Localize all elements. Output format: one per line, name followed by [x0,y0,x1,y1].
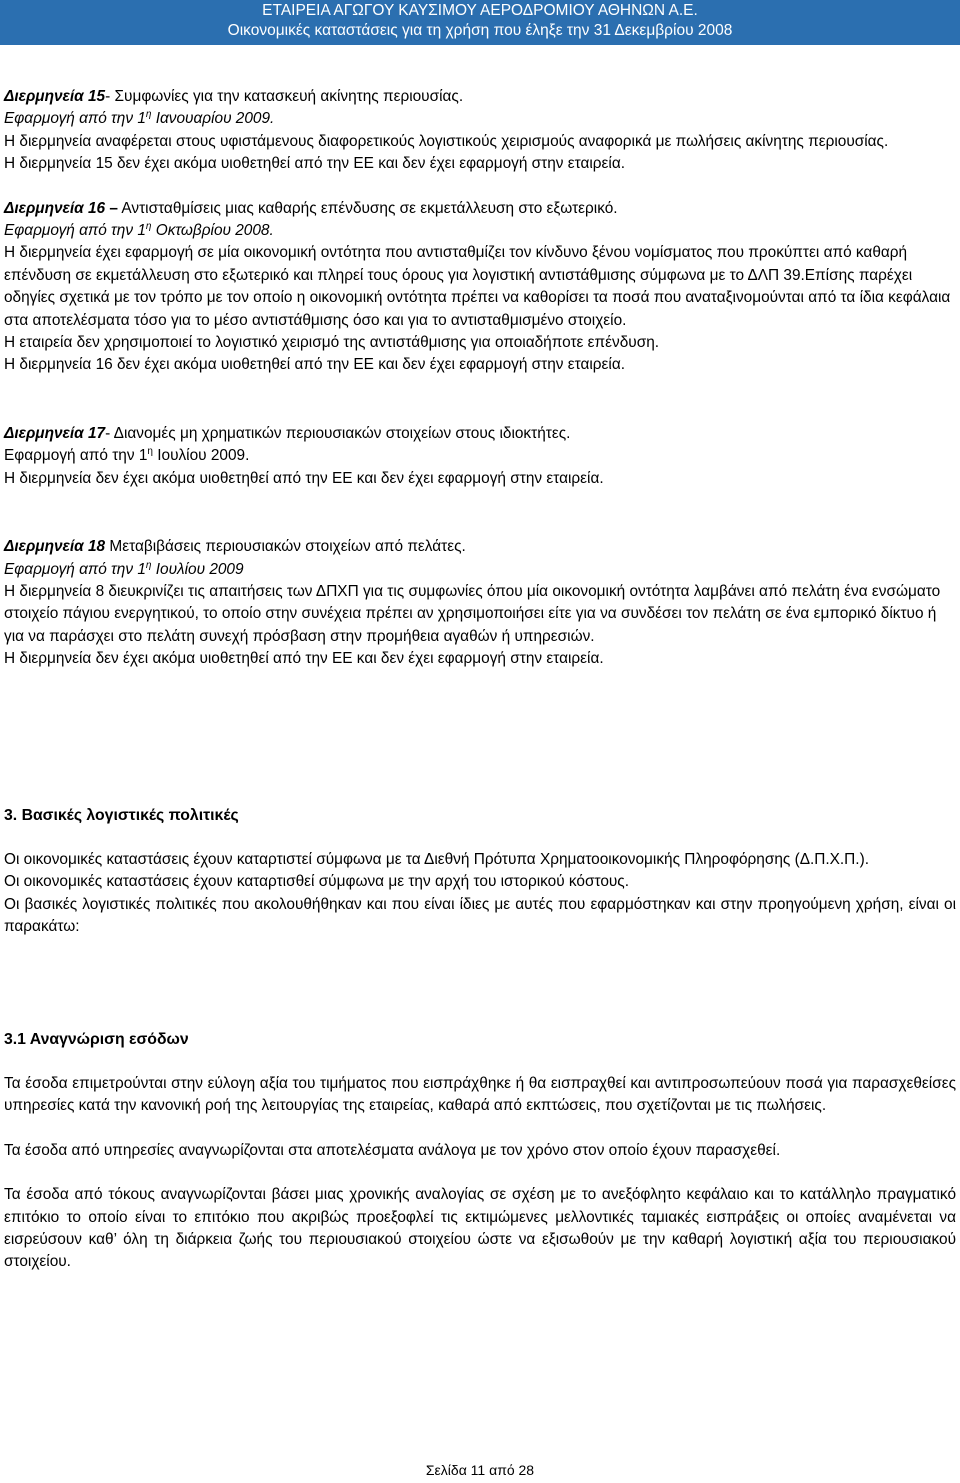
interpretation-16-effective-date: Εφαρμογή από την $1^\eta$ Οκτωβρίου 2008. [4,221,274,240]
section-3-historical-cost: Οι οικονομικές καταστάσεις έχουν καταρτισθεί σύμφωνα με την αρχή του ιστορικού κόστους. [4,873,630,891]
interpretation-15-description: Η διερμηνεία αναφέρεται στους υφιστάμενους διαφορετικούς λογιστικούς χειρισμούς αναφορικά με πωλήσεις ακίνητης περιουσίας. [4,132,889,150]
section-3-1-revenue-recognition [4,1029,956,1274]
section-3-heading: 3. Βασικές λογιστικές πολιτικές [4,806,239,824]
interpretation-16-status: Η διερμηνεία 16 δεν έχει ακόμα υιοθετηθεί από την ΕΕ και δεν έχει εφαρμογή στην εταιρεία. [4,356,626,374]
interpretation-15 [4,86,956,176]
service-revenue: Τα έσοδα από υπηρεσίες αναγνωρίζονται στα αποτελέσματα ανάλογα με τον χρόνο στον οποίο έχουν παρασχεθεί. [4,1141,781,1159]
section-3-accounting-policies [4,805,956,939]
section-3-policies-intro: Οι βασικές λογιστικές πολιτικές που ακολουθήθηκαν και που είναι ίδιες με αυτές που εφαρμόστηκαν και στην προηγούμενη χρήση, είναι οι παρακάτω: [4,895,956,936]
page-number: Σελίδα 11 από 28 [425,1462,535,1478]
interest-revenue: Τα έσοδα από τόκους αναγνωρίζονται βάσει μιας χρονικής αναλογίας σε σχέση με το ανεξόφλητο κεφάλαιο και το κατάλληλο πραγματικό επιτόκιο το οποίο είναι το επιτόκιο που ακριβώς προεξοφλεί τις εκτιμώμενες μελλοντικές ταμιακές εισπράξεις οι οποίες αναμένεται να εισρεύσουν καθ’ όλη τη διάρκεια ζωής του περιουσιακού στοιχείου ώστε να εξισωθούν με την καθαρή λογιστική αξία του περιουσιακού στοιχείου. [4,1186,956,1271]
document-header [0,0,960,45]
interpretation-15-title: Διερμηνεία 15- Συμφωνίες για την κατασκευή ακίνητης περιουσίας. [4,88,464,105]
interpretation-16-title: Διερμηνεία 16 – Αντισταθμίσεις μιας καθαρής επένδυσης σε εκμετάλλευση στο εξωτερικό. [4,199,618,217]
interpretation-17-status: Η διερμηνεία δεν έχει ακόμα υιοθετηθεί από την ΕΕ και δεν έχει εφαρμογή στην εταιρεία. [4,469,604,487]
interpretation-17 [4,423,956,490]
interpretation-17-title: Διερμηνεία 17- Διανομές μη χρηματικών περιουσιακών στοιχείων στους ιδιοκτήτες. [4,424,571,442]
section-3-1-heading: 3.1 Αναγνώριση εσόδων [4,1030,189,1048]
revenue-measurement: Τα έσοδα επιμετρούνται στην εύλογη αξία του τιμήματος που εισπράχθηκε ή θα εισπραχθεί και αντιπροσωπεύουν ποσά για παρασχεθείσες υπηρεσίες κατά την κανονική ροή της λειτουργίας της εταιρείας, καθαρά από εκπτώσεις, που σχετίζονται με τις πωλήσεις. [4,1074,956,1115]
interpretation-16-company-note: Η εταιρεία δεν χρησιμοποιεί το λογιστικό χειρισμό της αντιστάθμισης για οποιαδήποτε επένδυση. [4,334,660,352]
interpretation-16-description: Η διερμηνεία έχει εφαρμογή σε μία οικονομική οντότητα που αντισταθμίζει τον κίνδυνο ξένου νομίσματος που προκύπτει από καθαρή επένδυση σε εκμετάλλευση στο εξωτερικό και πληρεί τους όρους για λογιστική αντιστάθμισης σύμφωνα με το ΔΛΠ 39.Επίσης παρέχει οδηγίες σχετικά με τον τρόπο με τον οποίο η οικονομική οντότητα πρέπει να καθορίσει τα ποσά που αναταξινομούνται από τα ίδια κεφάλαια στα αποτελέσματα τόσο για το μέσο αντιστάθμισης όσο και για το αντισταθμισμένο στοιχείο. [4,244,951,329]
page-content [4,86,956,1274]
interpretation-16 [4,198,956,377]
interpretation-17-effective-date: Εφαρμογή από την $1^\eta$ Ιουλίου 2009. [4,446,250,465]
interpretation-18 [4,536,956,670]
interpretation-18-description: Η διερμηνεία 8 διευκρινίζει τις απαιτήσεις των ΔΠΧΠ για τις συμφωνίες όπου μία οικονομική οντότητα λαμβάνει από πελάτη ένα ενσώματο στοιχείο πάγιου ενεργητικού, το οποίο στην συνέχεια πρέπει αν χρησιμοποιήσει είτε για να συνδέσει τον πελάτη σε ένα εμπορικό δίκτυο ή για να παράσχει στο πελάτη συνεχή πρόσβαση στην προμήθεια αγαθών ή υπηρεσιών. [4,582,941,645]
interpretation-18-status: Η διερμηνεία δεν έχει ακόμα υιοθετηθεί από την ΕΕ και δεν έχει εφαρμογή στην εταιρεία. [4,650,604,668]
interpretation-15-status: Η διερμηνεία 15 δεν έχει ακόμα υιοθετηθεί από την ΕΕ και δεν έχει εφαρμογή στην εταιρεία. [4,155,626,173]
company-name: ΕΤΑΙΡΕΙΑ ΑΓΩΓΟΥ ΚΑΥΣΙΜΟΥ ΑΕΡΟΔΡΟΜΙΟΥ ΑΘΗΝΩΝ Α.Ε. [262,2,698,19]
interpretation-18-title: Διερμηνεία 18 Μεταβιβάσεις περιουσιακών στοιχείων από πελάτες. [4,538,466,556]
section-3-ifrs-statement: Οι οικονομικές καταστάσεις έχουν καταρτιστεί σύμφωνα με τα Διεθνή Πρότυπα Χρηματοοικονομικής Πληροφόρησης (Δ.Π.Χ.Π.). [4,850,869,868]
report-subtitle: Οικονομικές καταστάσεις για τη χρήση που έληξε την 31 Δεκεμβρίου 2008 [227,22,733,39]
interpretation-15-effective-date: Εφαρμογή από την $1^\eta$ Ιανουαρίου 2009. [4,109,275,128]
interpretation-18-effective-date: Εφαρμογή από την $1^\eta$ Ιουλίου 2009 [4,559,244,578]
